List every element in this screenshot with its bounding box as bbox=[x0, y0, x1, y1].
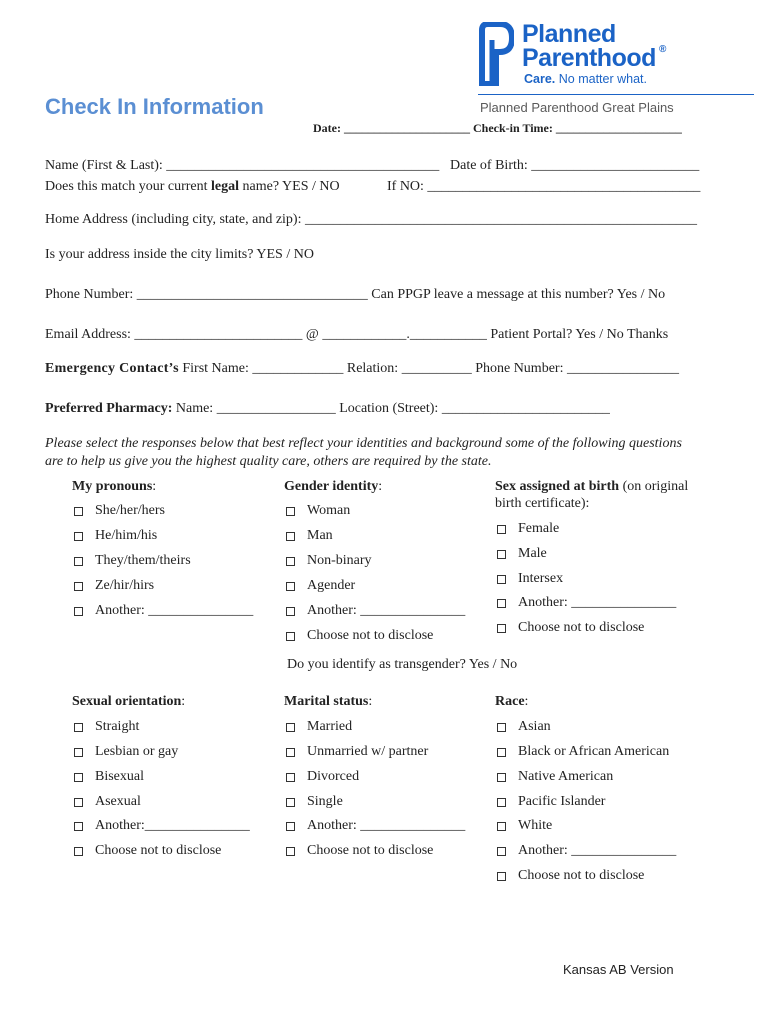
gender-identity-heading: Gender identity: bbox=[284, 479, 383, 494]
checkbox[interactable] bbox=[497, 550, 506, 559]
checkbox[interactable] bbox=[74, 798, 83, 807]
instructions-line-1: Please select the responses below that best reflect your identities and background some of the following questions bbox=[45, 436, 682, 451]
phone-field[interactable]: Phone Number: _________________________________ Can PPGP leave a message at this number? Yes / No bbox=[45, 287, 666, 302]
home-address-field[interactable]: Home Address (including city, state, and zip): ________________________________________________________ bbox=[45, 212, 697, 227]
checkbox[interactable] bbox=[286, 607, 295, 616]
sex-option[interactable]: Male bbox=[497, 546, 547, 562]
marital-option[interactable]: Single bbox=[286, 794, 343, 810]
checkbox[interactable] bbox=[497, 575, 506, 584]
orientation-option[interactable]: Lesbian or gay bbox=[74, 744, 178, 760]
city-limits-question[interactable]: Is your address inside the city limits? YES / NO bbox=[45, 247, 314, 262]
pronoun-option[interactable]: They/them/theirs bbox=[74, 553, 191, 569]
logo-word-planned: Planned bbox=[522, 20, 616, 48]
checkbox[interactable] bbox=[286, 723, 295, 732]
logo-tagline: Care. No matter what. bbox=[524, 72, 647, 86]
email-field[interactable]: Email Address: ________________________ @ ____________.___________ Patient Portal? Yes / No Thanks bbox=[45, 327, 669, 342]
dob-field[interactable]: Date of Birth: ________________________ bbox=[450, 158, 700, 173]
gender-option[interactable]: Choose not to disclose bbox=[286, 628, 433, 644]
checkbox[interactable] bbox=[497, 847, 506, 856]
gender-option[interactable]: Another: _______________ bbox=[286, 603, 465, 619]
sex-option[interactable]: Another: _______________ bbox=[497, 595, 676, 611]
checkbox[interactable] bbox=[74, 748, 83, 757]
checkbox[interactable] bbox=[74, 532, 83, 541]
race-option[interactable]: Pacific Islander bbox=[497, 794, 605, 810]
sex-assigned-heading: Sex assigned at birth (on original bbox=[495, 479, 689, 494]
checkbox[interactable] bbox=[286, 632, 295, 641]
marital-option[interactable]: Unmarried w/ partner bbox=[286, 744, 428, 760]
pronouns-heading: My pronouns: bbox=[72, 479, 157, 494]
form-version-label: Kansas AB Version bbox=[563, 962, 674, 977]
checkbox[interactable] bbox=[74, 723, 83, 732]
logo-word-parenthood: Parenthood bbox=[522, 44, 656, 72]
checkbox[interactable] bbox=[286, 748, 295, 757]
pronoun-option[interactable]: Ze/hir/hirs bbox=[74, 578, 154, 594]
if-no-field[interactable]: If NO: _______________________________________ bbox=[387, 179, 701, 194]
checkbox[interactable] bbox=[286, 557, 295, 566]
gender-option[interactable]: Agender bbox=[286, 578, 355, 594]
orientation-option[interactable]: Straight bbox=[74, 719, 139, 735]
checkbox[interactable] bbox=[497, 525, 506, 534]
emergency-contact-field[interactable]: Emergency Contact’s First Name: _____________ Relation: __________ Phone Number: ________________ bbox=[45, 361, 679, 376]
checkbox[interactable] bbox=[497, 872, 506, 881]
checkbox[interactable] bbox=[286, 582, 295, 591]
logo-mark-icon bbox=[478, 22, 514, 86]
checkbox[interactable] bbox=[286, 507, 295, 516]
gender-option[interactable]: Man bbox=[286, 528, 333, 544]
marital-status-heading: Marital status: bbox=[284, 694, 373, 709]
pronoun-option[interactable]: Another: _______________ bbox=[74, 603, 253, 619]
race-option[interactable]: Choose not to disclose bbox=[497, 868, 644, 884]
checkbox[interactable] bbox=[74, 557, 83, 566]
race-option[interactable]: Native American bbox=[497, 769, 613, 785]
checkbox[interactable] bbox=[497, 723, 506, 732]
transgender-question[interactable]: Do you identify as transgender? Yes / No bbox=[287, 657, 518, 672]
logo-registered-mark: ® bbox=[659, 44, 666, 55]
sex-option[interactable]: Female bbox=[497, 521, 559, 537]
race-option[interactable]: Another: _______________ bbox=[497, 843, 676, 859]
marital-option[interactable]: Choose not to disclose bbox=[286, 843, 433, 859]
page-title: Check In Information bbox=[45, 94, 264, 119]
checkbox[interactable] bbox=[497, 822, 506, 831]
marital-option[interactable]: Divorced bbox=[286, 769, 359, 785]
checkbox[interactable] bbox=[286, 532, 295, 541]
race-option[interactable]: White bbox=[497, 818, 552, 834]
pronoun-option[interactable]: He/him/his bbox=[74, 528, 157, 544]
orientation-option[interactable]: Bisexual bbox=[74, 769, 144, 785]
planned-parenthood-logo bbox=[478, 22, 678, 88]
orientation-option[interactable]: Asexual bbox=[74, 794, 141, 810]
checkbox[interactable] bbox=[286, 822, 295, 831]
checkbox[interactable] bbox=[497, 798, 506, 807]
sex-option[interactable]: Intersex bbox=[497, 571, 563, 587]
pronoun-option[interactable]: She/her/hers bbox=[74, 503, 165, 519]
race-option[interactable]: Asian bbox=[497, 719, 551, 735]
checkbox[interactable] bbox=[286, 847, 295, 856]
checkbox[interactable] bbox=[497, 748, 506, 757]
sex-option[interactable]: Choose not to disclose bbox=[497, 620, 644, 636]
preferred-pharmacy-field[interactable]: Preferred Pharmacy: Name: _________________ Location (Street): ________________________ bbox=[45, 401, 610, 416]
checkbox[interactable] bbox=[74, 773, 83, 782]
checkbox[interactable] bbox=[497, 773, 506, 782]
gender-option[interactable]: Non-binary bbox=[286, 553, 372, 569]
orientation-option[interactable]: Choose not to disclose bbox=[74, 843, 221, 859]
checkbox[interactable] bbox=[497, 624, 506, 633]
orientation-option[interactable]: Another:_______________ bbox=[74, 818, 250, 834]
checkbox[interactable] bbox=[74, 582, 83, 591]
affiliate-name: Planned Parenthood Great Plains bbox=[480, 100, 674, 115]
sex-assigned-heading-line2: birth certificate): bbox=[495, 496, 590, 511]
marital-option[interactable]: Married bbox=[286, 719, 352, 735]
marital-option[interactable]: Another: _______________ bbox=[286, 818, 465, 834]
name-field[interactable]: Name (First & Last): _______________________________________ bbox=[45, 158, 440, 173]
checkbox[interactable] bbox=[74, 822, 83, 831]
checkbox[interactable] bbox=[286, 798, 295, 807]
sexual-orientation-heading: Sexual orientation: bbox=[72, 694, 186, 709]
header-rule bbox=[478, 94, 754, 95]
gender-option[interactable]: Woman bbox=[286, 503, 350, 519]
instructions-line-2: are to help us give you the highest quality care, others are required by the state. bbox=[45, 454, 492, 469]
checkbox[interactable] bbox=[286, 773, 295, 782]
checkbox[interactable] bbox=[74, 847, 83, 856]
checkbox[interactable] bbox=[74, 507, 83, 516]
race-heading: Race: bbox=[495, 694, 529, 709]
date-checkin-line[interactable]: Date: _____________________ Check-in Time: _____________________ bbox=[313, 121, 682, 135]
checkbox[interactable] bbox=[74, 607, 83, 616]
race-option[interactable]: Black or African American bbox=[497, 744, 669, 760]
checkbox[interactable] bbox=[497, 599, 506, 608]
legal-name-question[interactable]: Does this match your current legal name? YES / NO bbox=[45, 179, 340, 194]
